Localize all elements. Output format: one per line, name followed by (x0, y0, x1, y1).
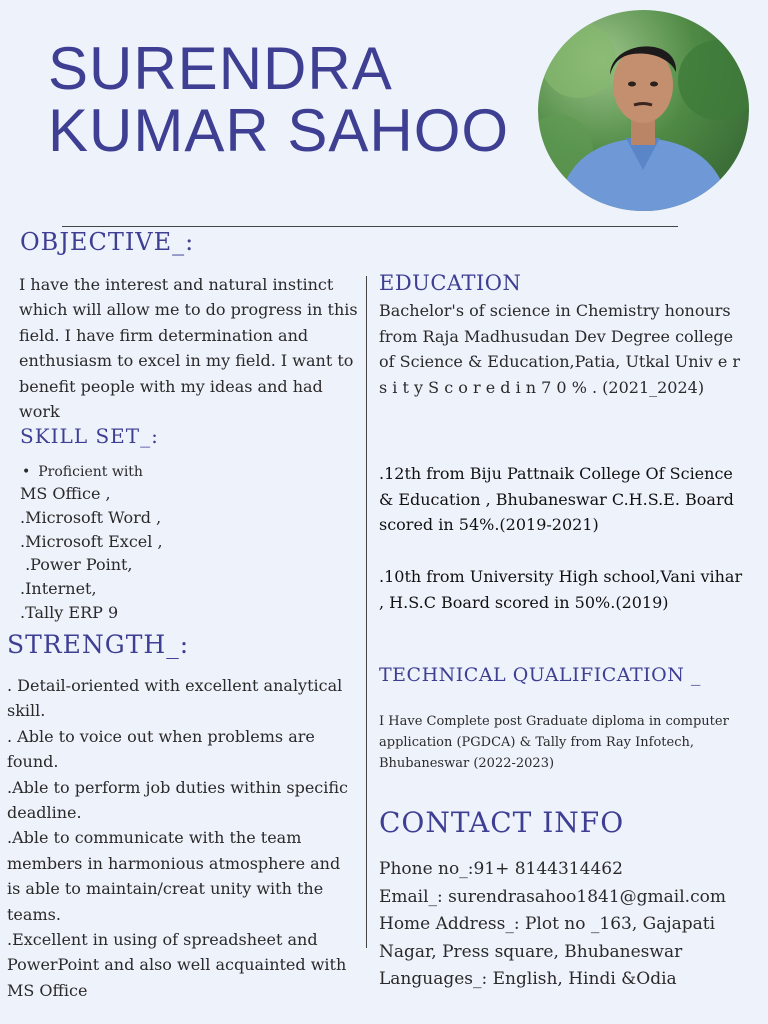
contact-address-line1: Home Address_: Plot no _163, Gajapati (379, 914, 716, 934)
education-tenth: .10th from University High school,Vani vihar , H.S.C Board scored in 50%.(2019) (379, 567, 743, 612)
strength-item: .Able to perform job duties within specific deadline. (7, 777, 348, 823)
skills-list (20, 462, 360, 625)
strength-item: . Detail-oriented with excellent analytical skill. (7, 676, 343, 721)
technical-heading: TECHNICAL QUALIFICATION _ (379, 664, 701, 686)
contact-info (379, 856, 759, 994)
contact-languages: Languages_: English, Hindi &Odia (379, 969, 677, 989)
skill-item: .Tally ERP 9 (20, 602, 119, 622)
strength-list (7, 673, 357, 1003)
skills-bullet: • Proficient with (20, 462, 360, 482)
education-twelfth: .12th from Biju Pattnaik College Of Science & Education , Bhubaneswar C.H.S.E. Board scored in 54%.(2019-2021) (379, 464, 734, 534)
objective-text: I have the interest and natural instinct which will allow me to do progress in this field. I have firm determination and enthusiasm to excel in my field. I want to benefit people with my ideas and had work (19, 275, 358, 422)
skill-item: .Microsoft Excel , (20, 531, 163, 551)
strength-item: . Able to voice out when problems are found. (7, 726, 315, 772)
contact-address-line2: Nagar, Press square, Bhubaneswar (379, 941, 683, 962)
header-divider (62, 226, 678, 227)
strength-item: .Able to communicate with the team members in harmonious atmosphere and is able to maintain/creat unity with the teams. (7, 828, 341, 924)
contact-heading: CONTACT INFO (379, 806, 625, 839)
column-divider (366, 276, 367, 948)
profile-photo-illustration (538, 10, 749, 211)
education-heading: EDUCATION (379, 271, 522, 295)
candidate-name (48, 35, 510, 164)
profile-photo (538, 10, 749, 211)
education-degree: Bachelor's of science in Chemistry honours from Raja Madhusudan Dev Degree college of Science & Education,Patia, Utkal Univ e r s i t y S c o r e d i n 7 0 % . (2021_2024) (379, 301, 741, 397)
contact-email: Email_: surendrasahoo1841@gmail.com (379, 886, 726, 907)
technical-text: I Have Complete post Graduate diploma in computer application (PGDCA) & Tally from Ray Infotech, Bhubaneswar (2022-2023) (379, 714, 729, 771)
objective-heading: OBJECTIVE_: (20, 228, 195, 256)
strength-heading: STRENGTH_: (7, 630, 190, 659)
skill-item: MS Office , (20, 484, 111, 503)
skills-heading: SKILL SET_: (20, 424, 159, 448)
contact-phone: Phone no_:91+ 8144314462 (379, 859, 623, 879)
name-first-line: SURENDRA (48, 35, 393, 102)
skill-item: .Power Point, (20, 555, 133, 575)
name-second-line: KUMAR SAHOO (48, 97, 510, 164)
skill-item: .Internet, (20, 579, 97, 599)
skill-item: .Microsoft Word , (20, 507, 162, 527)
strength-item: .Excellent in using of spreadsheet and PowerPoint and also well acquainted with MS Office (7, 930, 347, 1000)
